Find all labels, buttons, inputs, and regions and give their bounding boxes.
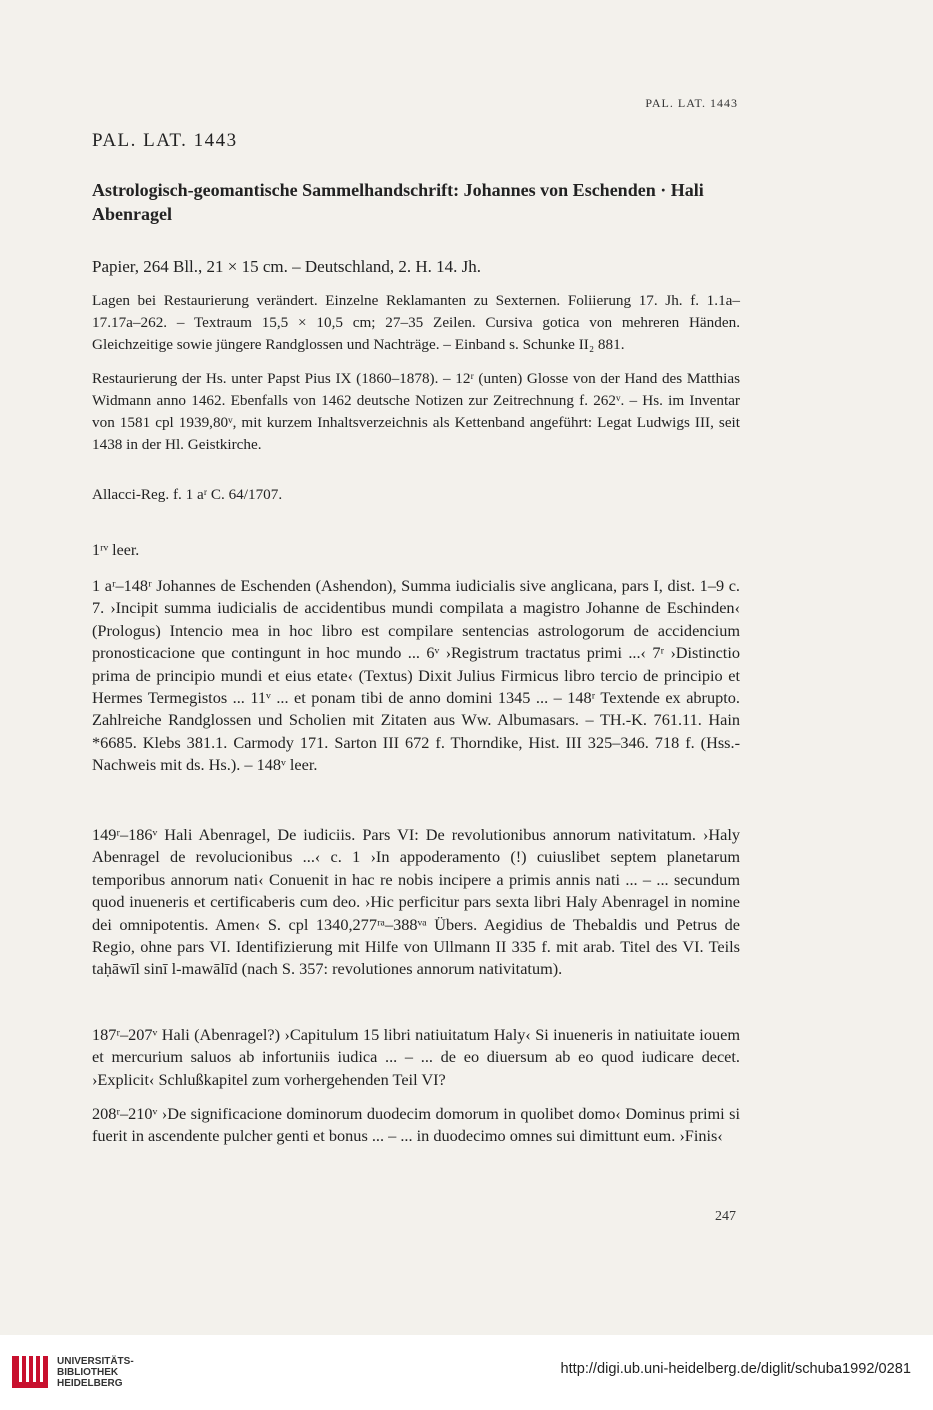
provenance-paragraph: Restaurierung der Hs. unter Papst Pius IX (1860–1878). – 12ʳ (unten) Glosse von der Hand des Matthias Widmann anno 1462. Ebenfalls von 1462 deutsche Notizen zur Zeitrechnung f. 262ᵛ. – Hs. im Inventar von 1581 cpl 1939,80ᵛ, mit kurzem Inhaltsverzeichnis als Kettenband angeführt: Legat Ludwigs III, seit 1438 in der Hl. Geistkirche. [92,370,740,453]
codicology-paragraph: Lagen bei Restaurierung verändert. Einzelne Reklamanten zu Sexternen. Foliierung 17. Jh. f. 1.1a–17.17a–262. – Textraum 15,5 × 10,5 cm; 27–35 Zeilen. Cursiva gotica von mehreren Händen. Gleichzeitige sowie jüngere Randglossen und Nachträge. – Einband s. Schunke II₂ 881. [92,292,740,353]
contents-entry-hali-abenragel: 149ʳ–186ᵛ Hali Abenragel, De iudiciis. Pars VI: De revolutionibus annorum nativitatum. ›Haly Abenragel de revolucionibus ...‹ c. 1 ›In appoderamento (!) cuiuslibet septem planetarum temporibus annorum nati‹ Conuenit in hac re nobis incipere a primis annis nati ... – ... secundum quod inueneris et certificaberis cum deo. ›Hic perficitur pars sexta libri Haly Abenragel in nomine dei omnipotentis. Amen‹ S. cpl 1340,277ʳᵃ–388ᵛᵃ Übers. Aegidius de Thebaldis und Petrus de Regio, ohne pars VI. Identifizierung mit Hilfe von Ullmann II 335 f. mit arab. Titel des VI. Teils taḥāwīl sinī l-mawālīd (nach S. 357: revolutiones annorum nativitatum). [92,825,740,979]
folio-blank-note: 1ʳᵛ leer. [92,542,140,559]
ub-heidelberg-logo-icon[interactable] [10,1352,50,1392]
contents-entry-significacione: 208ʳ–210ᵛ ›De significacione dominorum duodecim domorum in quolibet domo‹ Dominus primi si fuerit in ascendente pulcher genti et bonus ... – ... in duodecimo omnes sui dimittunt eum. ›Finis‹ [92,1104,740,1146]
library-name-line: UNIVERSITÄTS- [57,1356,134,1367]
allacci-reference: Allacci-Reg. f. 1 aʳ C. 64/1707. [92,486,283,503]
manuscript-title: Astrologisch-geomantische Sammelhandschrift: Johannes von Eschenden · Hali Abenragel [92,180,704,224]
library-name [57,1356,134,1389]
contents-entry-hali-chapter: 187ʳ–207ᵛ Hali (Abenragel?) ›Capitulum 15 libri natiuitatum Haly‹ Si inueneris in natiuitate iouem et mercurium saluos ab infortuniis iudica ... – ... de eo diuersum ab eo quod iudicare decet. ›Explicit‹ Schlußkapitel zum vorhergehenden Teil VI? [92,1025,740,1089]
running-head: PAL. LAT. 1443 [645,96,738,110]
viewer-footer [0,1335,933,1410]
physical-description: Papier, 264 Bll., 21 × 15 cm. – Deutschland, 2. H. 14. Jh. [92,257,482,276]
library-name-line: BIBLIOTHEK [57,1367,119,1378]
shelfmark-heading: PAL. LAT. 1443 [92,130,238,151]
library-name-line: HEIDELBERG [57,1378,123,1389]
contents-entry-eschenden: 1 aʳ–148ʳ Johannes de Eschenden (Ashendon), Summa iudicialis sive anglicana, pars I, dist. 1–9 c. 7. ›Incipit summa iudicialis de accidentibus mundi compilata a magistro Johanne de Eschinden‹ (Prologus) Intencio mea in hoc libro est compilare sentencias astrologorum de accidencium pronosticacione que contingunt in hoc mundo ... 6ᵛ ›Registrum tractatus primi ...‹ 7ʳ ›Distinctio prima de principio mundi et eius etate‹ (Textus) Dixit Julius Firmicus libro tercio de principio et Hermes Termegistos ... 11ᵛ ... et ponam tibi de anno domini 1345 ... – 148ʳ Textende ex abrupto. Zahlreiche Randglossen und Scholien mit Zitaten aus Ww. Albumasars. – TH.-K. 761.11. Hain *6685. Klebs 381.1. Carmody 171. Sarton III 672 f. Thorndike, Hist. III 325–346. 718 f. (Hss.-Nachweis mit ds. Hs.). – 148ᵛ leer. [92,576,740,775]
permalink-url[interactable]: http://digi.ub.uni-heidelberg.de/diglit/schuba1992/0281 [560,1361,911,1377]
page-number: 247 [715,1209,736,1224]
